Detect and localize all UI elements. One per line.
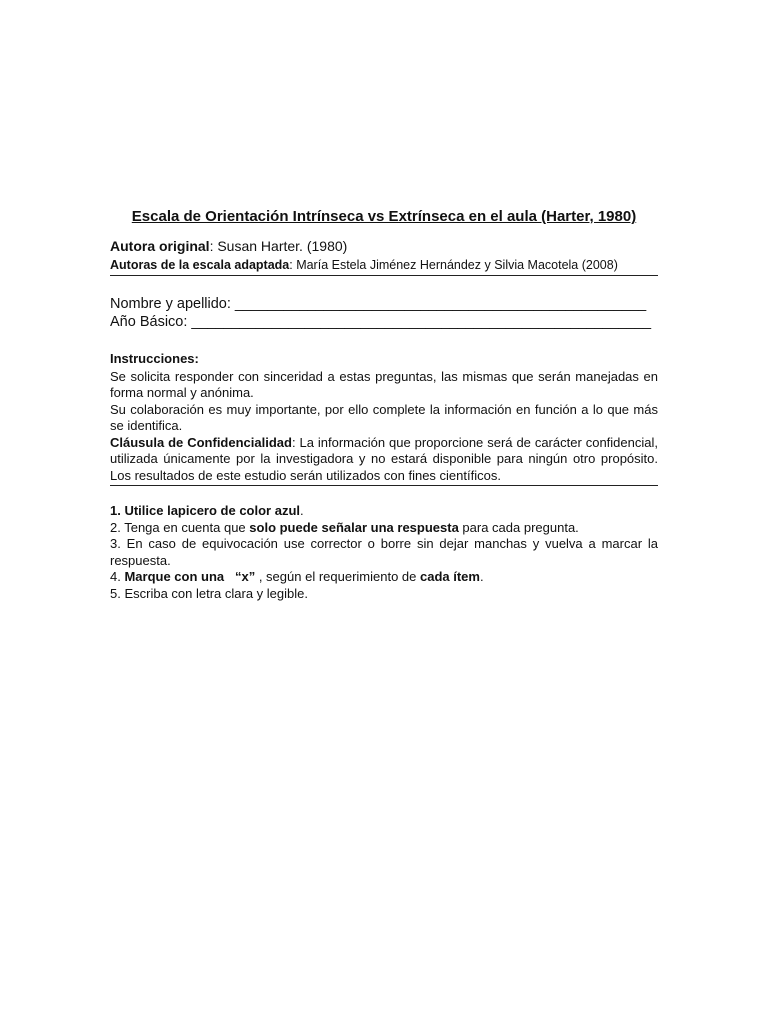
original-author-label: Autora original <box>110 238 210 254</box>
rule-item <box>110 520 658 537</box>
instructions-paragraph: Se solicita responder con sinceridad a estas preguntas, las mismas que serán manejadas en forma normal y anónima. <box>110 368 658 400</box>
rule-item <box>110 503 658 520</box>
confidentiality-label: Cláusula de Confidencialidad <box>110 434 292 450</box>
rule-item <box>110 569 658 586</box>
respondent-fields <box>110 295 658 331</box>
rule-text: . <box>479 569 484 584</box>
rule-emphasis: solo puede señalar una respuesta <box>249 519 459 535</box>
confidentiality-text: : La información que proporcione será de carácter confidencial, utilizada únicamente por la investigadora y no estará disponible para ningún otro propósito. Los resultados de este estudio serán utilizados con fines científicos. <box>110 434 658 483</box>
rules-list <box>110 503 658 602</box>
instructions-section <box>110 351 658 484</box>
original-author <box>110 238 658 255</box>
rule-item: 3. En caso de equivocación use corrector o borre sin dejar manchas y vuelva a marcar la respuesta. <box>110 536 658 568</box>
rule-text: , según el requerimiento de <box>255 569 420 584</box>
adapted-authors-value: : María Estela Jiménez Hernández y Silvia Macotela (2008) <box>289 258 618 272</box>
rule-text: . <box>300 503 304 518</box>
instructions-paragraph: Su colaboración es muy importante, por ello complete la información en función a lo que más se identifica. <box>110 401 658 433</box>
rule-emphasis: Marque con una “x” <box>124 569 256 584</box>
adapted-authors-label: Autoras de la escala adaptada <box>110 258 290 272</box>
rule-emphasis: cada ítem <box>420 569 480 584</box>
rule-text: para cada pregunta. <box>458 519 579 535</box>
rule-text: 2. Tenga en cuenta que <box>110 519 250 535</box>
divider <box>110 275 658 276</box>
name-field[interactable]: Nombre y apellido: ___________________________________________________ <box>110 296 647 312</box>
divider <box>110 485 658 486</box>
document-title: Escala de Orientación Intrínseca vs Extrínseca en el aula (Harter, 1980) <box>131 208 637 225</box>
rule-text: 4. <box>110 569 125 584</box>
original-author-value: : Susan Harter. (1980) <box>209 238 348 254</box>
rule-emphasis: 1. Utilice lapicero de color azul <box>110 503 301 518</box>
grade-field[interactable]: Año Básico: _________________________________________________________ <box>110 314 652 330</box>
adapted-authors <box>110 258 658 273</box>
document-page <box>110 208 658 602</box>
instructions-heading: Instrucciones: <box>110 351 199 366</box>
confidentiality-clause <box>110 435 658 485</box>
rule-item: 5. Escriba con letra clara y legible. <box>110 585 308 601</box>
